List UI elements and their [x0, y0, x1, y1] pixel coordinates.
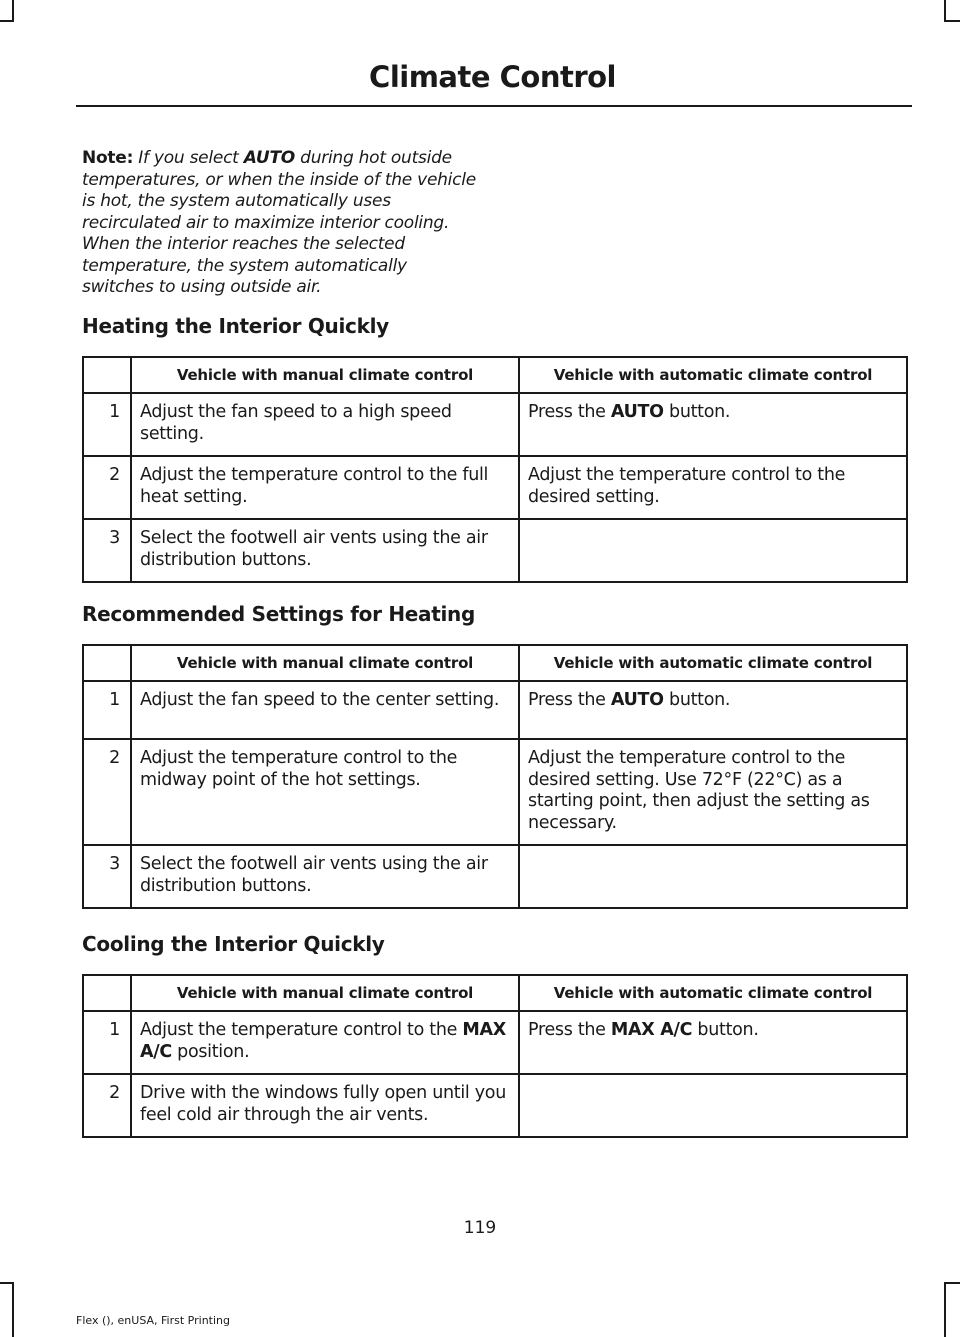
table-row: [83, 393, 907, 456]
header-auto: Vehicle with automatic climate control: [519, 645, 907, 681]
crop-mark-bottom-left-v: [12, 1284, 14, 1337]
table-row: [83, 1011, 907, 1074]
settings-table: [82, 644, 908, 909]
crop-mark-top-left-h: [0, 20, 14, 22]
auto-step: [519, 1074, 907, 1137]
table-row: [83, 681, 907, 739]
auto-step: Press the AUTO button.: [519, 393, 907, 456]
crop-mark-top-right-v: [944, 0, 946, 20]
row-number: 1: [83, 1011, 131, 1074]
header-divider: [76, 105, 912, 107]
row-number: 3: [83, 519, 131, 582]
table-row: [83, 1074, 907, 1137]
header-auto: Vehicle with automatic climate control: [519, 975, 907, 1011]
manual-step: Adjust the fan speed to a high speed setting.: [131, 393, 519, 456]
row-number: 2: [83, 456, 131, 519]
section-cooling-quickly: [82, 932, 906, 1138]
header-blank: [83, 357, 131, 393]
settings-table: [82, 356, 908, 583]
table-row: [83, 456, 907, 519]
manual-step: Adjust the fan speed to the center setting.: [131, 681, 519, 739]
manual-step: Adjust the temperature control to the midway point of the hot settings.: [131, 739, 519, 845]
table-header-row: [83, 357, 907, 393]
note-keyword: AUTO: [243, 148, 295, 168]
header-manual: Vehicle with manual climate control: [131, 975, 519, 1011]
crop-mark-top-right-h: [944, 20, 960, 22]
header-manual: Vehicle with manual climate control: [131, 645, 519, 681]
manual-step: Select the footwell air vents using the air distribution buttons.: [131, 845, 519, 908]
manual-step: Adjust the temperature control to the MAX A/C position.: [131, 1011, 519, 1074]
auto-step: Adjust the temperature control to the desired setting. Use 72°F (22°C) as a starting point, then adjust the setting as necessary.: [519, 739, 907, 845]
header-manual: Vehicle with manual climate control: [131, 357, 519, 393]
settings-table: [82, 974, 908, 1138]
table-header-row: [83, 975, 907, 1011]
header-blank: [83, 975, 131, 1011]
crop-mark-bottom-right-h: [944, 1282, 960, 1284]
section-heating-quickly: [82, 314, 906, 583]
page-number: 119: [463, 1218, 497, 1238]
table-row: [83, 519, 907, 582]
row-number: 2: [83, 739, 131, 845]
table-row: [83, 739, 907, 845]
note-text-post: during hot outside temperatures, or when the inside of the vehicle is hot, the system automatically uses recirculated air to maximize interior cooling. When the interior reaches the selected temperature, the system automatically switches to using outside air.: [82, 148, 476, 297]
note-paragraph: [82, 148, 482, 299]
row-number: 1: [83, 681, 131, 739]
note-label: Note:: [82, 148, 134, 168]
footer-text: Flex (), enUSA, First Printing: [76, 1314, 230, 1327]
section-recommended-heating: [82, 602, 906, 909]
row-number: 1: [83, 393, 131, 456]
crop-mark-top-left-v: [12, 0, 14, 20]
manual-step: Adjust the temperature control to the full heat setting.: [131, 456, 519, 519]
row-number: 2: [83, 1074, 131, 1137]
page-title: Climate Control: [369, 60, 616, 94]
table-row: [83, 845, 907, 908]
crop-mark-bottom-right-v: [944, 1284, 946, 1337]
manual-step: Select the footwell air vents using the air distribution buttons.: [131, 519, 519, 582]
row-number: 3: [83, 845, 131, 908]
auto-step: Adjust the temperature control to the desired setting.: [519, 456, 907, 519]
auto-step: [519, 845, 907, 908]
header-auto: Vehicle with automatic climate control: [519, 357, 907, 393]
header-blank: [83, 645, 131, 681]
section-title: Recommended Settings for Heating: [82, 602, 476, 626]
section-title: Heating the Interior Quickly: [82, 314, 389, 338]
auto-step: Press the MAX A/C button.: [519, 1011, 907, 1074]
auto-step: [519, 519, 907, 582]
auto-step: Press the AUTO button.: [519, 681, 907, 739]
table-header-row: [83, 645, 907, 681]
section-title: Cooling the Interior Quickly: [82, 932, 385, 956]
crop-mark-bottom-left-h: [0, 1282, 14, 1284]
manual-step: Drive with the windows fully open until you feel cold air through the air vents.: [131, 1074, 519, 1137]
note-text-pre: If you select: [133, 148, 244, 168]
